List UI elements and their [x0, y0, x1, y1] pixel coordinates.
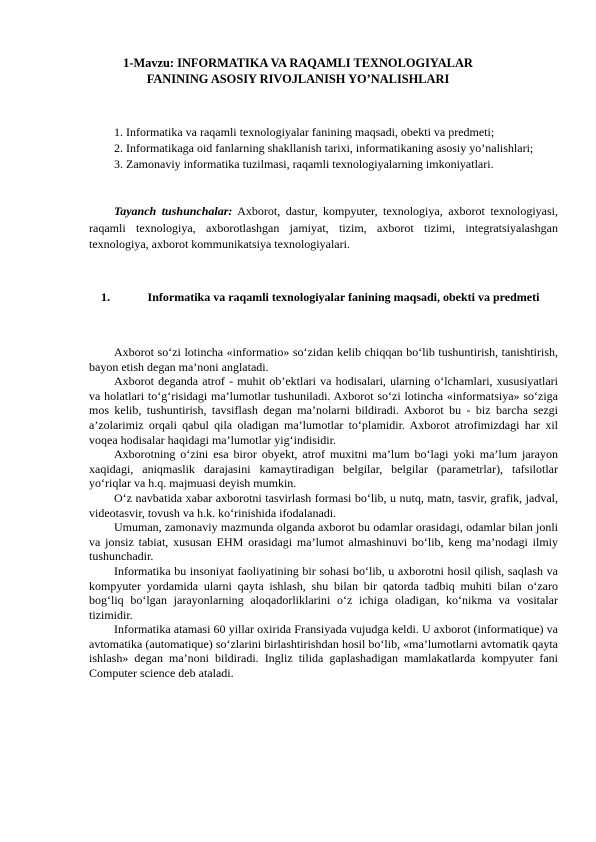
key-concepts [89, 203, 558, 253]
section-number: 1. [101, 290, 110, 304]
section-body [89, 345, 558, 681]
title-line-2: FANINING ASOSIY RIVOJLANISH YO’NALISHLARI [146, 72, 450, 86]
paragraph: Axborot so‘zi lotincha «informatio» so‘zidan kelib chiqqan bo‘lib tushuntirish, tanishtirish, bayon etish degan ma’noni anglatadi. [89, 345, 558, 374]
title-line-1: 1-Mavzu: INFORMATIKA VA RAQAMLI TEXNOLOGIYALAR [123, 56, 473, 70]
paragraph: Informatika bu insoniyat faoliyatining bir sohasi bo‘lib, u axborotni hosil qilish, saqlash va kompyuter yordamida ularni qayta ishlash, shu bilan bir qatorda tadbiq muhiti bilan o‘zaro bog‘liq bo‘lgan jarayonlarning aloqadorliklarini o‘z ichiga oladigan, ko‘nikma va vositalar tizimidir. [89, 563, 558, 622]
plan-item: 1. Informatika va raqamli texnologiyalar fanining maqsadi, obekti va predmeti; [114, 125, 495, 139]
page-title [60, 55, 536, 87]
paragraph: Informatika atamasi 60 yillar oxirida Fransiyada vujudga keldi. U axborot (informatique) va avtomatika (automatique) so‘zlarini birlashtirishdan hosil bo‘lib, «ma’lumotlarni avtomatik qayta ishlash» degan ma’noni bildiradi. Ingliz tilida gaplashadigan mamlakatlarda kompyuter fani Computer science deb ataladi. [89, 622, 558, 681]
key-concepts-label: Tayanch tushunchalar: [114, 204, 233, 218]
plan-item: 3. Zamonaviy informatika tuzilmasi, raqamli texnologiyalarning imkoniyatlari. [114, 156, 494, 171]
paragraph: Umuman, zamonaviy mazmunda olganda axborot bu odamlar orasidagi, odamlar bilan jonli va jonsiz tabiat, xususan EHM orasidagi ma’lumot almashinuvi bo‘lib, keng ma’nodagi ilmiy tushunchadir. [89, 520, 558, 564]
section-title: Informatika va raqamli texnologiyalar fanining maqsadi, obekti va predmeti [147, 290, 540, 304]
plan-item: 2. Informatikaga oid fanlarning shakllanish tarixi, informatikaning asosiy yo’nalishlari; [114, 140, 534, 155]
paragraph: O‘z navbatida xabar axborotni tasvirlash formasi bo‘lib, u nutq, matn, tasvir, grafik, jadval, videotasvir, tovush va h.k. ko‘rinishida ifodalanadi. [89, 490, 558, 520]
key-concepts-text: Axborot, dastur, kompyuter, texnologiya, axborot texnologiyasi, raqamli texnologiya, axborotlashgan jamiyat, tizim, axborot tizimi, integratsiyalashgan texnologiya, axborot kommunikatsiya texnologiyalari. [89, 204, 558, 251]
topic-plan [89, 125, 558, 172]
paragraph: Axborot deganda atrof - muhit ob’ektlari va hodisalari, ularning o‘lchamlari, xususiyatlari va holatlari to‘g‘risidagi ma’lumotlar tushuniladi. Axborot so‘zi lotincha «informatsiya» so‘ziga mos kelib, tushuntirish, tavsiflash degan ma’nolarni bildiradi. Axborot bu - biz barcha sezgi a’zolarimiz orqali qabul qila oladigan ma’lumotlar to‘plamidir. Axborot atrofimizdagi har xil voqea hodisalar haqidagi ma’lumotlar yig‘indisidir. [89, 374, 558, 447]
paragraph: Axborotning o‘zini esa biror obyekt, atrof muxitni ma’lum bo‘lagi yoki ma’lum jarayon xaqidagi, aniqmaslik darajasini kamaytiradigan belgilar, belgilar (parametrlar), tafsilotlar yo‘riqlar va h.q. majmuasi deyish mumkin. [89, 447, 558, 491]
